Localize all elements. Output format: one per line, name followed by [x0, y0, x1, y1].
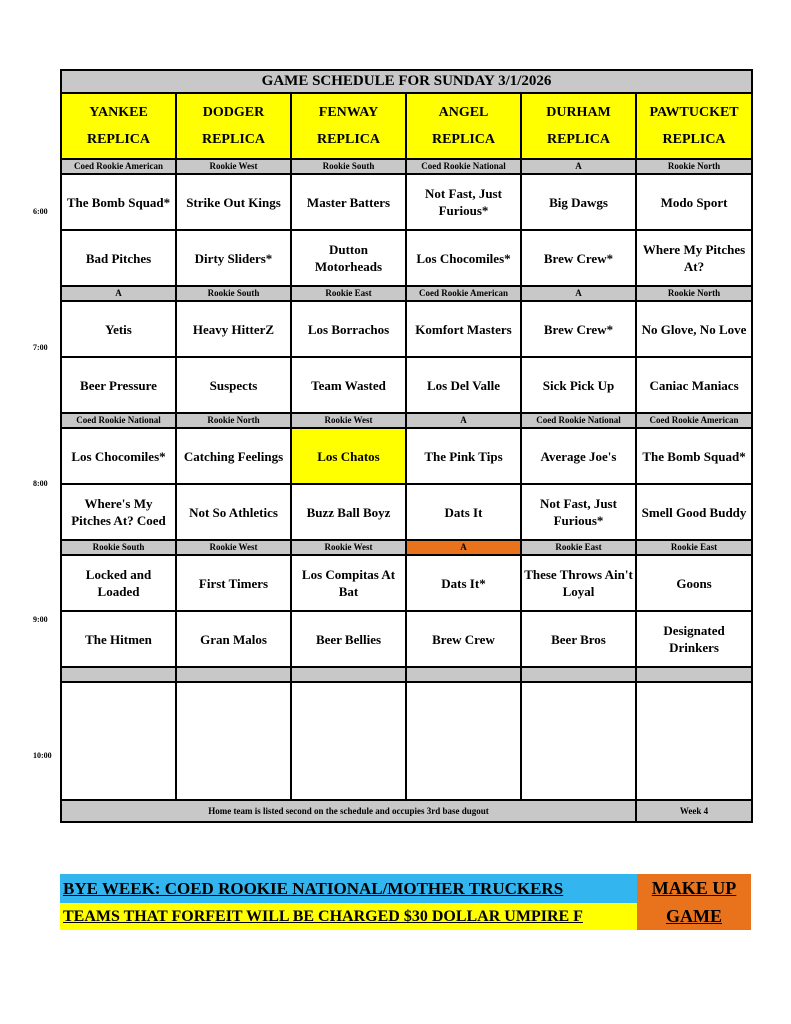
- team-cell: Brew Crew: [406, 611, 521, 667]
- division-cell: A: [521, 159, 636, 174]
- team-cell: Los Chocomiles*: [406, 230, 521, 286]
- week-label: Week 4: [636, 800, 752, 822]
- team-cell: Modo Sport: [636, 174, 752, 230]
- division-cell: Coed Rookie National: [61, 413, 176, 428]
- division-cell: A: [406, 413, 521, 428]
- time-label-9: 9:00: [33, 615, 48, 624]
- field-subname: REPLICA: [662, 132, 726, 147]
- field-subname: REPLICA: [86, 132, 150, 147]
- division-cell: Rookie West: [176, 540, 291, 555]
- division-row: [61, 286, 752, 301]
- team-cell: Los Chocomiles*: [61, 428, 176, 484]
- division-cell: Coed Rookie National: [406, 159, 521, 174]
- team-cell-highlighted: Los Chatos: [291, 428, 406, 484]
- division-cell: Rookie South: [61, 540, 176, 555]
- team-cell: Yetis: [61, 301, 176, 357]
- schedule-title: GAME SCHEDULE FOR SUNDAY 3/1/2026: [61, 70, 752, 93]
- division-cell: Rookie West: [176, 159, 291, 174]
- field-name: ANGEL: [438, 105, 489, 120]
- team-cell: Suspects: [176, 357, 291, 413]
- division-cell: [176, 667, 291, 682]
- field-name: DODGER: [202, 105, 265, 120]
- division-cell: [291, 667, 406, 682]
- team-cell: Beer Bros: [521, 611, 636, 667]
- home-team-row: [61, 484, 752, 540]
- division-cell: Rookie North: [176, 413, 291, 428]
- team-cell: Los Del Valle: [406, 357, 521, 413]
- field-header: [406, 93, 521, 159]
- makeup-game-box: [637, 874, 751, 930]
- field-name: DURHAM: [546, 105, 611, 120]
- forfeit-banner: TEAMS THAT FORFEIT WILL BE CHARGED $30 DOLLAR UMPIRE F: [60, 903, 637, 930]
- division-cell: Rookie North: [636, 286, 752, 301]
- team-cell: Buzz Ball Boyz: [291, 484, 406, 540]
- team-cell: Heavy HitterZ: [176, 301, 291, 357]
- footer-row: [61, 800, 752, 822]
- schedule-table: [60, 69, 753, 823]
- team-cell: Designated Drinkers: [636, 611, 752, 667]
- division-row-empty: [61, 667, 752, 682]
- team-cell: The Bomb Squad*: [636, 428, 752, 484]
- field-header: [636, 93, 752, 159]
- division-cell: A: [521, 286, 636, 301]
- team-cell: Goons: [636, 555, 752, 611]
- away-team-row: [61, 301, 752, 357]
- team-cell: Catching Feelings: [176, 428, 291, 484]
- team-cell: The Bomb Squad*: [61, 174, 176, 230]
- team-cell: Brew Crew*: [521, 230, 636, 286]
- division-cell: Rookie West: [291, 540, 406, 555]
- field-name: FENWAY: [318, 105, 379, 120]
- division-cell: Rookie West: [291, 413, 406, 428]
- division-cell: Rookie South: [176, 286, 291, 301]
- home-team-row: [61, 611, 752, 667]
- field-subname: REPLICA: [201, 132, 265, 147]
- division-cell: [406, 667, 521, 682]
- division-cell: [521, 667, 636, 682]
- away-team-row: [61, 174, 752, 230]
- team-cell: Bad Pitches: [61, 230, 176, 286]
- team-cell: Not Fast, Just Furious*: [521, 484, 636, 540]
- division-row: [61, 413, 752, 428]
- division-cell: Coed Rookie American: [406, 286, 521, 301]
- division-cell: Rookie East: [636, 540, 752, 555]
- team-cell: Los Borrachos: [291, 301, 406, 357]
- team-cell: [521, 682, 636, 800]
- away-team-row: [61, 428, 752, 484]
- division-row: [61, 159, 752, 174]
- team-cell: [406, 682, 521, 800]
- home-team-row: [61, 230, 752, 286]
- team-cell: Beer Bellies: [291, 611, 406, 667]
- team-cell: Smell Good Buddy: [636, 484, 752, 540]
- time-label-10: 10:00: [33, 751, 52, 760]
- team-cell: Brew Crew*: [521, 301, 636, 357]
- time-label-8: 8:00: [33, 479, 48, 488]
- team-cell: Not Fast, Just Furious*: [406, 174, 521, 230]
- division-cell: A: [61, 286, 176, 301]
- team-cell: Dirty Sliders*: [176, 230, 291, 286]
- field-subname: REPLICA: [431, 132, 495, 147]
- team-cell: Master Batters: [291, 174, 406, 230]
- field-header-row: [61, 93, 752, 159]
- team-cell: [176, 682, 291, 800]
- team-cell: Strike Out Kings: [176, 174, 291, 230]
- division-cell: Rookie South: [291, 159, 406, 174]
- team-cell: Komfort Masters: [406, 301, 521, 357]
- team-cell: Big Dawgs: [521, 174, 636, 230]
- division-cell: [61, 667, 176, 682]
- team-cell: Sick Pick Up: [521, 357, 636, 413]
- team-cell: [291, 682, 406, 800]
- makeup-line2: GAME: [666, 906, 722, 926]
- away-team-row: [61, 555, 752, 611]
- team-cell: First Timers: [176, 555, 291, 611]
- field-name: YANKEE: [89, 105, 148, 120]
- team-cell: The Hitmen: [61, 611, 176, 667]
- division-cell: Coed Rookie American: [636, 413, 752, 428]
- field-header: [521, 93, 636, 159]
- team-cell: Caniac Maniacs: [636, 357, 752, 413]
- team-cell: [636, 682, 752, 800]
- team-cell: Average Joe's: [521, 428, 636, 484]
- division-cell: [636, 667, 752, 682]
- time-label-7: 7:00: [33, 343, 48, 352]
- team-cell: Where's My Pitches At? Coed: [61, 484, 176, 540]
- time-label-6: 6:00: [33, 207, 48, 216]
- team-cell: Dutton Motorheads: [291, 230, 406, 286]
- home-team-row: [61, 357, 752, 413]
- team-cell: [61, 682, 176, 800]
- makeup-line1: MAKE UP: [651, 878, 737, 898]
- division-cell: Rookie East: [521, 540, 636, 555]
- team-cell: Locked and Loaded: [61, 555, 176, 611]
- field-header: [291, 93, 406, 159]
- field-subname: REPLICA: [316, 132, 380, 147]
- division-cell: Rookie North: [636, 159, 752, 174]
- schedule-sheet: [60, 69, 751, 823]
- team-cell: Dats It: [406, 484, 521, 540]
- bye-week-banner: BYE WEEK: COED ROOKIE NATIONAL/MOTHER TRUCKERS: [60, 874, 637, 903]
- field-header: [61, 93, 176, 159]
- team-cell: Dats It*: [406, 555, 521, 611]
- team-cell: Not So Athletics: [176, 484, 291, 540]
- field-header: [176, 93, 291, 159]
- empty-slot-row: [61, 682, 752, 800]
- team-cell: These Throws Ain't Loyal: [521, 555, 636, 611]
- division-cell: Coed Rookie American: [61, 159, 176, 174]
- division-cell: Rookie East: [291, 286, 406, 301]
- footer-note: Home team is listed second on the schedule and occupies 3rd base dugout: [61, 800, 636, 822]
- field-subname: REPLICA: [546, 132, 610, 147]
- division-cell-highlighted: A: [406, 540, 521, 555]
- team-cell: Team Wasted: [291, 357, 406, 413]
- team-cell: Gran Malos: [176, 611, 291, 667]
- team-cell: No Glove, No Love: [636, 301, 752, 357]
- team-cell: Beer Pressure: [61, 357, 176, 413]
- division-cell: Coed Rookie National: [521, 413, 636, 428]
- field-name: PAWTUCKET: [649, 105, 739, 120]
- division-row: [61, 540, 752, 555]
- team-cell: Where My Pitches At?: [636, 230, 752, 286]
- team-cell: The Pink Tips: [406, 428, 521, 484]
- team-cell: Los Compitas At Bat: [291, 555, 406, 611]
